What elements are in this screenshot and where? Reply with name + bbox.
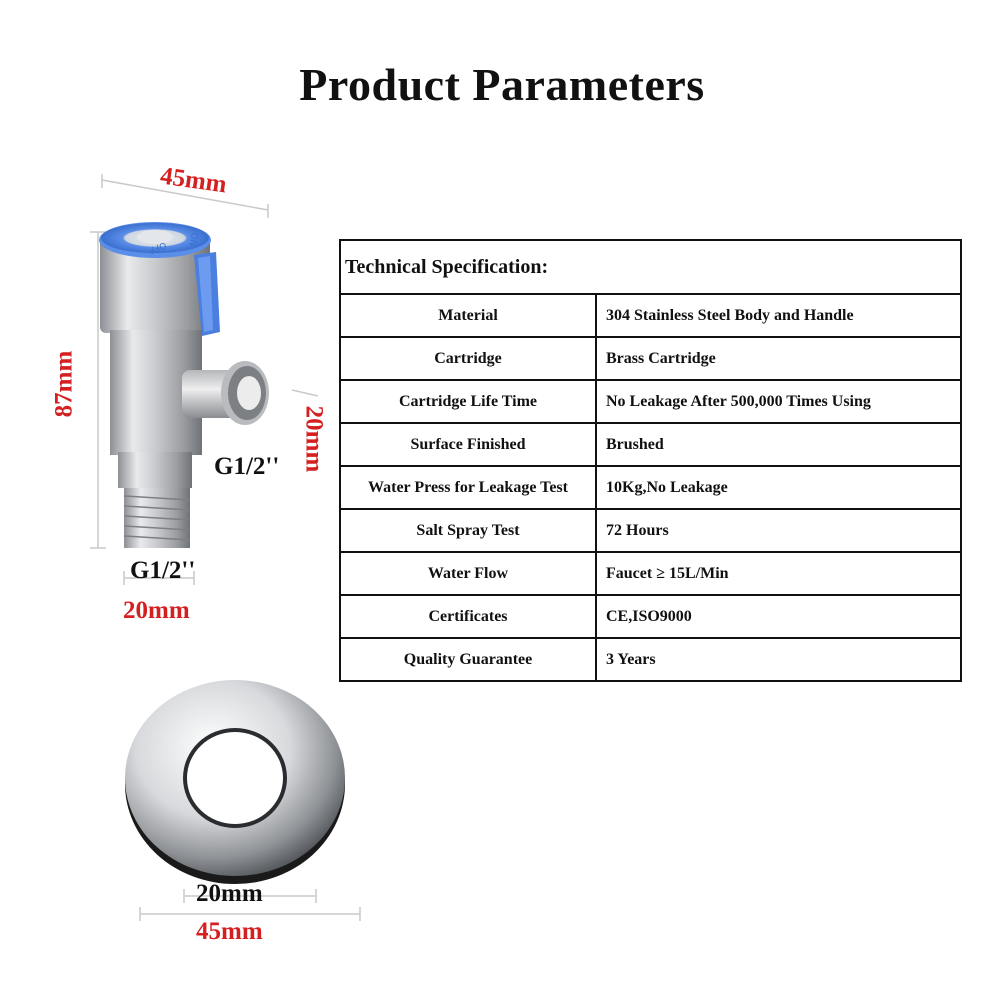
row-label: Cartridge Life Time xyxy=(340,380,596,423)
outlet-thread-label: G1/2'' xyxy=(214,453,280,480)
table-row xyxy=(340,380,961,423)
row-value: Brass Cartridge xyxy=(596,337,961,380)
page-title: Product Parameters xyxy=(299,59,705,110)
table-row xyxy=(340,552,961,595)
table-row xyxy=(340,638,961,681)
row-label: Water Press for Leakage Test xyxy=(340,466,596,509)
row-label: Certificates xyxy=(340,595,596,638)
inlet-thread-label: G1/2'' xyxy=(130,557,196,584)
row-value: 304 Stainless Steel Body and Handle xyxy=(596,294,961,337)
table-row xyxy=(340,337,961,380)
row-label: Water Flow xyxy=(340,552,596,595)
row-value: 72 Hours xyxy=(596,509,961,552)
table-row xyxy=(340,595,961,638)
row-label: Salt Spray Test xyxy=(340,509,596,552)
row-value: Brushed xyxy=(596,423,961,466)
row-label: Surface Finished xyxy=(340,423,596,466)
row-value: Faucet ≥ 15L/Min xyxy=(596,552,961,595)
valve-width-label: 45mm xyxy=(158,162,229,199)
outlet-length-label: 20mm xyxy=(300,405,328,473)
row-value: 3 Years xyxy=(596,638,961,681)
table-row xyxy=(340,423,961,466)
table-header: Technical Specification: xyxy=(340,240,961,294)
table-row xyxy=(340,509,961,552)
flange-inner-label: 20mm xyxy=(196,880,263,907)
row-label: Quality Guarantee xyxy=(340,638,596,681)
row-value: No Leakage After 500,000 Times Using xyxy=(596,380,961,423)
table-row xyxy=(340,466,961,509)
row-label: Material xyxy=(340,294,596,337)
valve-height-label: 87mm xyxy=(50,350,78,418)
row-value: CE,ISO9000 xyxy=(596,595,961,638)
handle-on-text: ON xyxy=(186,231,199,247)
inlet-length-label: 20mm xyxy=(123,597,190,624)
technical-specification-table xyxy=(339,239,962,682)
flange-outer-label: 45mm xyxy=(196,918,263,945)
row-value: 10Kg,No Leakage xyxy=(596,466,961,509)
row-label: Cartridge xyxy=(340,337,596,380)
table-row xyxy=(340,294,961,337)
handle-off-text: OFF xyxy=(147,239,168,255)
